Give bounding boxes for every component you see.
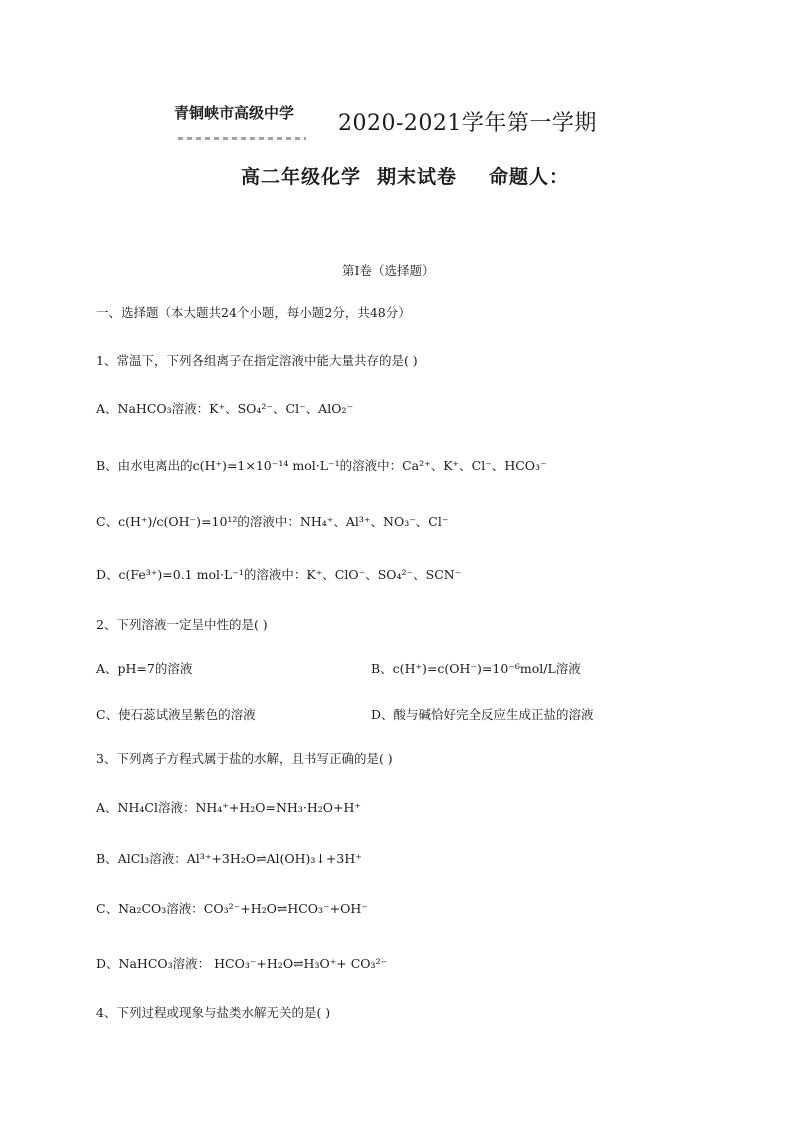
question-4-stem: 4、下列过程或现象与盐类水解无关的是( ): [96, 1005, 331, 1020]
question-3-option-b: B、AlCl₃溶液：Al³⁺+3H₂O⇌Al(OH)₃↓+3H⁺: [96, 851, 362, 866]
section-instruction: 一、选择题（本大题共24个小题，每小题2分，共48分）: [96, 305, 411, 320]
school-name: 青铜峡市高级中学: [174, 104, 295, 122]
subtitle-exam-type: 期末试卷: [377, 166, 458, 188]
question-3-option-d: D、NaHCO₃溶液： HCO₃⁻+H₂O⇌H₃O⁺+ CO₃²⁻: [96, 956, 388, 971]
question-1-option-b: B、由水电离出的c(H⁺)=1×10⁻¹⁴ mol·L⁻¹的溶液中：Ca²⁺、K⁺、Cl⁻、HCO₃⁻: [96, 458, 547, 473]
term-title: 2020-2021学年第一学期: [338, 111, 597, 136]
school-underline: [178, 137, 306, 140]
question-1-option-c: C、c(H⁺)/c(OH⁻)=10¹²的溶液中：NH₄⁺、Al³⁺、NO₃⁻、Cl⁻: [96, 514, 449, 529]
subtitle-author: 命题人：: [489, 166, 570, 188]
question-1-stem: 1、常温下，下列各组离子在指定溶液中能大量共存的是( ): [96, 353, 418, 368]
question-2-option-d: D、酸与碱恰好完全反应生成正盐的溶液: [371, 707, 594, 722]
question-3-stem: 3、下列离子方程式属于盐的水解，且书写正确的是( ): [96, 751, 393, 766]
question-3-option-c: C、Na₂CO₃溶液：CO₃²⁻+H₂O⇌HCO₃⁻+OH⁻: [96, 901, 368, 916]
question-2-option-a: A、pH=7的溶液: [96, 661, 193, 676]
question-3-option-a: A、NH₄Cl溶液：NH₄⁺+H₂O=NH₃·H₂O+H⁺: [96, 800, 361, 815]
exam-subtitle: [241, 162, 569, 189]
question-2-option-b: B、c(H⁺)=c(OH⁻)=10⁻⁶mol/L溶液: [371, 661, 581, 676]
question-1-option-d: D、c(Fe³⁺)=0.1 mol·L⁻¹的溶液中：K⁺、ClO⁻、SO₄²⁻、SCN⁻: [96, 567, 462, 582]
section-title: 第Ⅰ卷（选择题）: [342, 263, 435, 278]
question-1-option-a: A、NaHCO₃溶液：K⁺、SO₄²⁻、Cl⁻、AlO₂⁻: [96, 401, 354, 416]
question-2-stem: 2、下列溶液一定呈中性的是( ): [96, 617, 268, 632]
question-2-option-c: C、使石蕊试液呈紫色的溶液: [96, 707, 256, 722]
subtitle-grade-subject: 高二年级化学: [241, 166, 362, 188]
